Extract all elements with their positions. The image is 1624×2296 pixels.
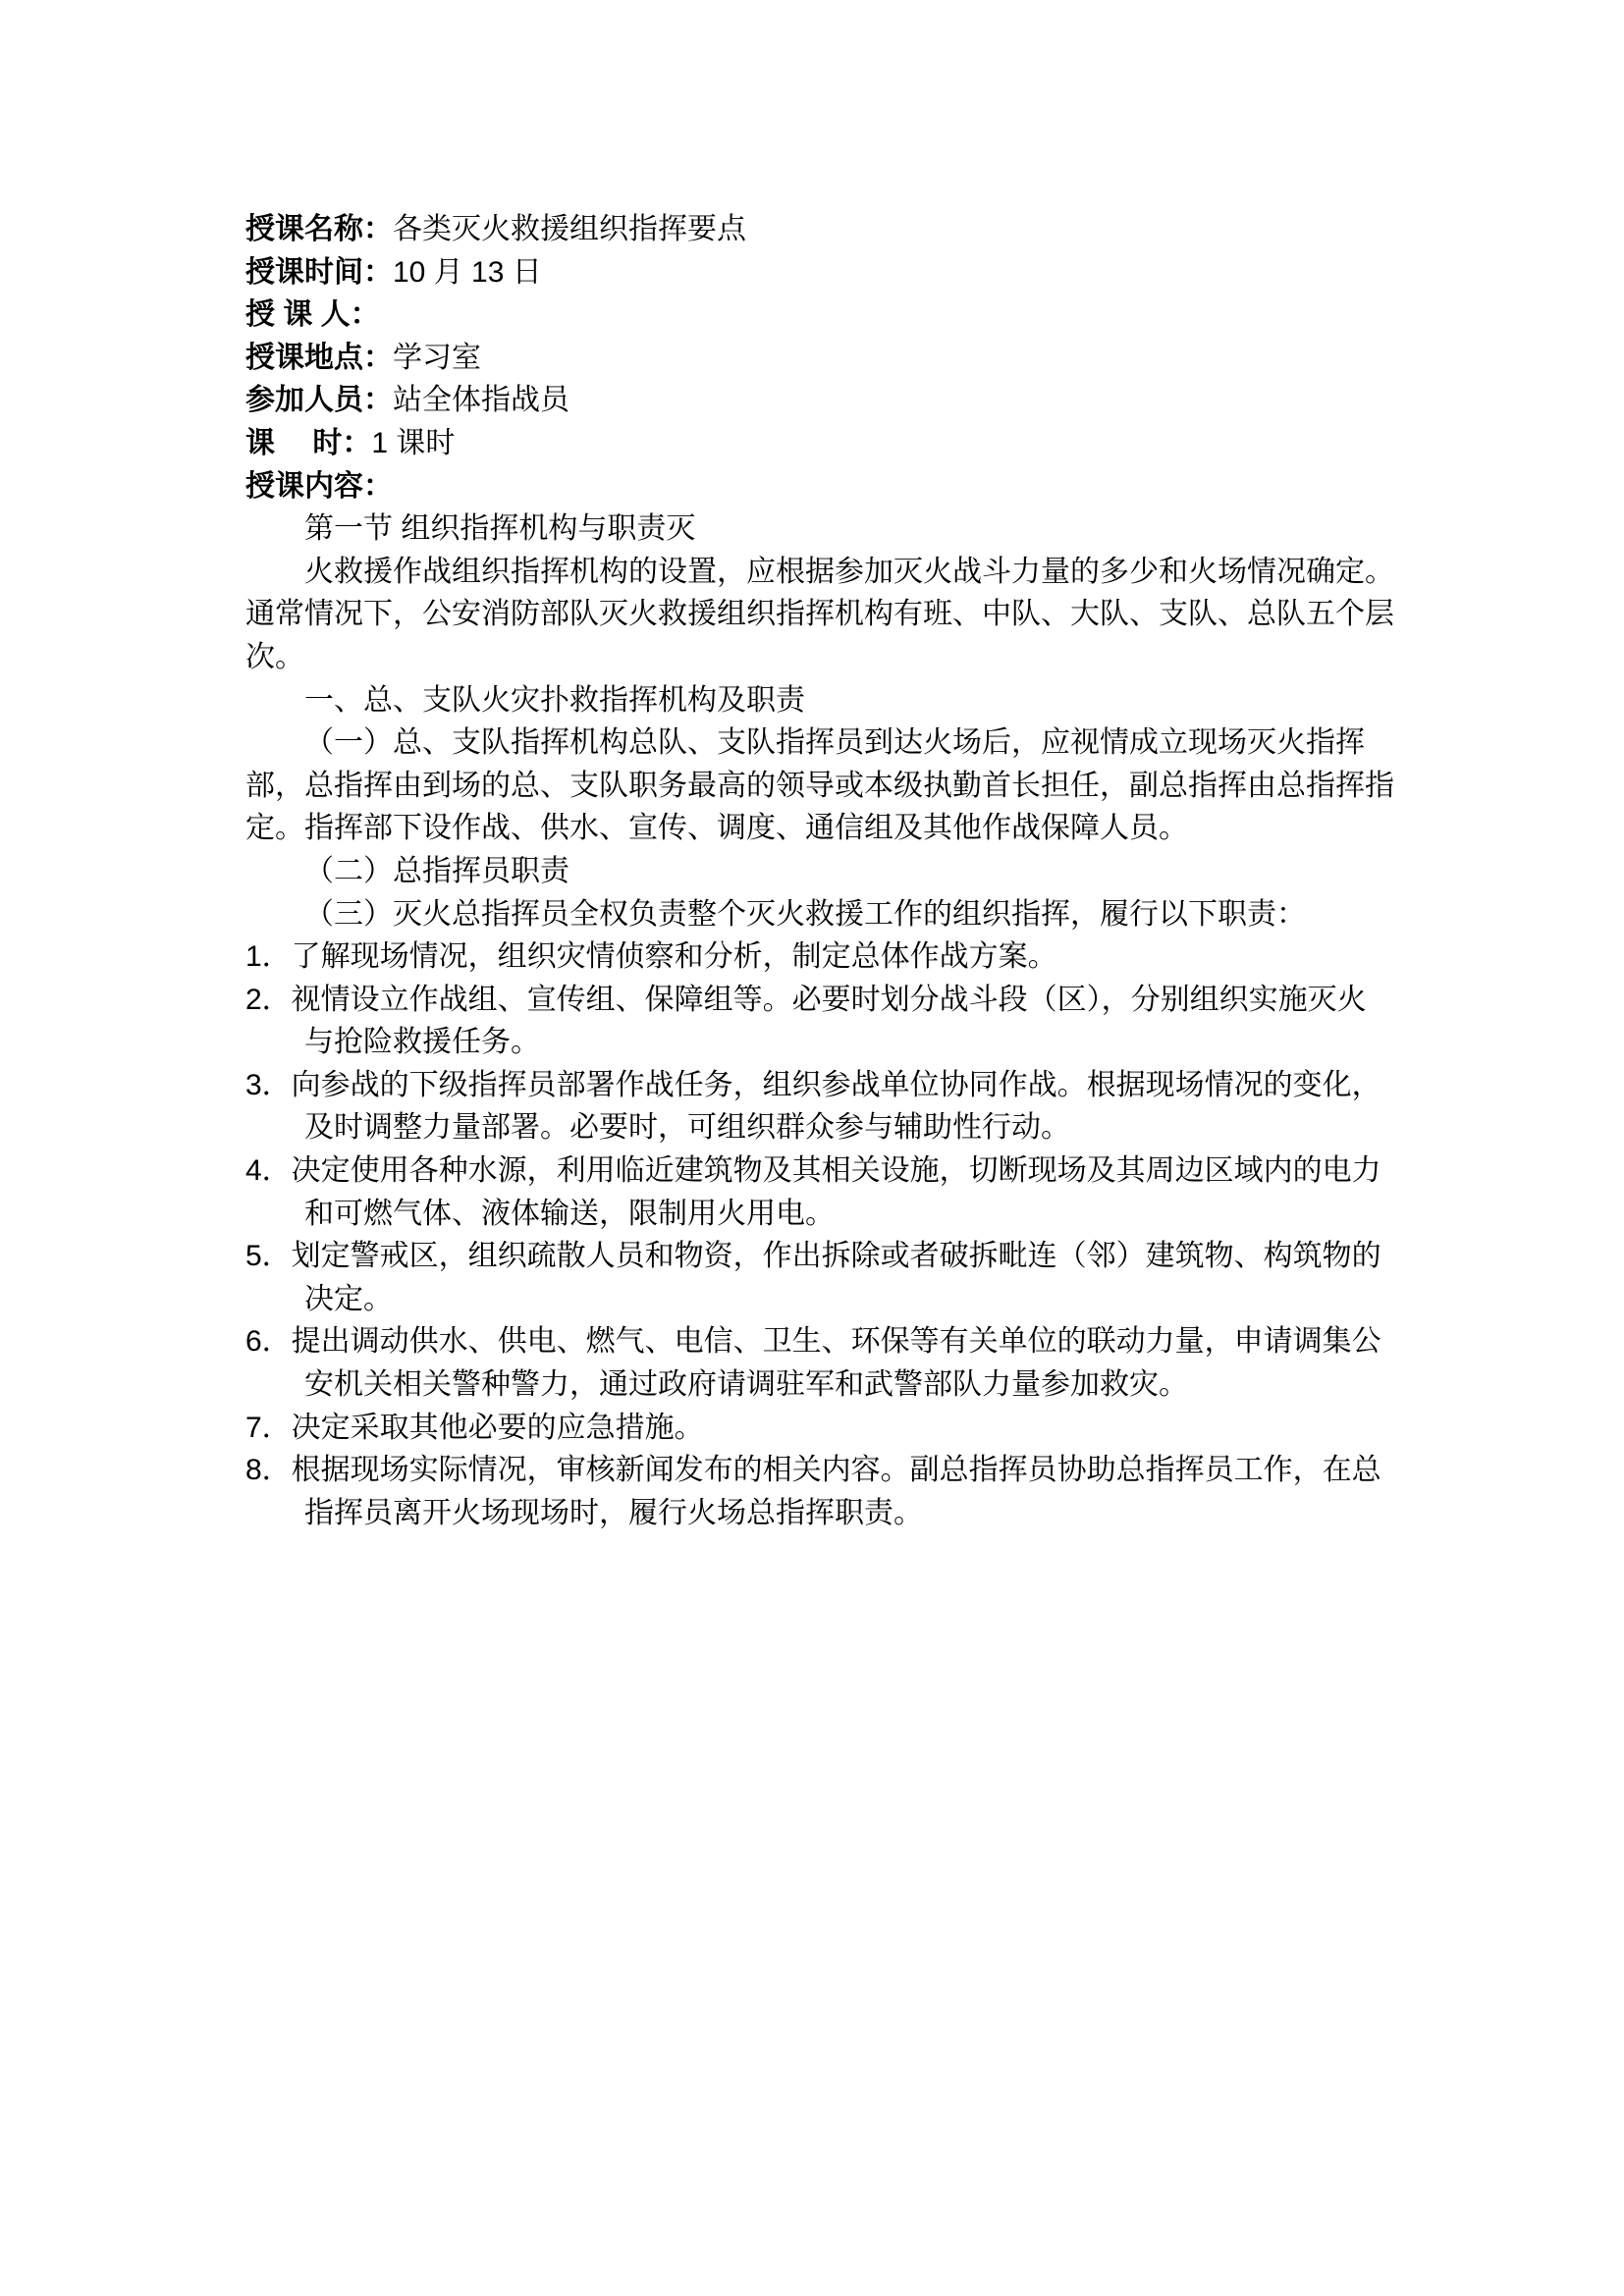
header-field-label: 课 时： [245,426,372,459]
header-field-label: 授 课 人： [245,298,380,332]
header-field-value: 1 课时 [371,426,456,459]
header-field-value: 学习室 [393,341,481,374]
body-line: （一）总、支队指挥机构总队、支队指挥员到达火场后，应视情成立现场灭火指挥 [304,726,1365,760]
numbered-item-continuation-line: 和可燃气体、液体输送，限制用火用电。 [304,1197,835,1230]
subsection-heading-line: （二）总指挥员职责 [304,854,569,887]
header-field-lesson-name [245,208,1384,251]
header-field-content-heading [245,465,1384,508]
section-title-line: 第一节 组织指挥机构与职责灭 [304,512,696,546]
numbered-item-line: 6．提出调动供水、供电、燃气、电信、卫生、环保等有关单位的联动力量，申请调集公 [245,1325,1381,1359]
header-field-class-hours [245,422,1384,465]
numbered-item-line: 8．根据现场实际情况，审核新闻发布的相关内容。副总指挥员协助总指挥员工作，在总 [245,1454,1381,1487]
header-field-location [245,337,1384,380]
numbered-item-continuation-line: 安机关相关警种警力，通过政府请调驻军和武警部队力量参加救灾。 [304,1368,1188,1402]
header-field-label: 授课时间： [245,255,393,289]
body-line: 部，总指挥由到场的总、支队职务最高的领导或本级执勤首长担任，副总指挥由总指挥指 [245,769,1394,802]
body-line: 火救援作战组织指挥机构的设置，应根据参加灭火战斗力量的多少和火场情况确定。 [304,555,1394,588]
header-field-value: 各类灭火救援组织指挥要点 [393,213,746,245]
numbered-item-continuation-line: 及时调整力量部署。必要时，可组织群众参与辅助性行动。 [304,1111,1070,1145]
header-field-value: 站全体指战员 [393,384,569,417]
header-field-participants [245,379,1384,422]
document-content [245,208,1394,1534]
numbered-item-line: 4．决定使用各种水源，利用临近建筑物及其相关设施，切断现场及其周边区域内的电力 [245,1154,1381,1188]
body-line: （三）灭火总指挥员全权负责整个灭火救援工作的组织指挥，履行以下职责： [304,897,1306,931]
header-field-label: 授课内容： [245,469,393,503]
numbered-item-line: 1．了解现场情况，组织灾情侦察和分析，制定总体作战方案。 [245,940,1057,974]
header-field-label: 授课地点： [245,341,393,374]
header-field-label: 授课名称： [245,213,393,245]
numbered-item-line: 2．视情设立作战组、宣传组、保障组等。必要时划分战斗段（区），分别组织实施灭火 [245,983,1367,1016]
numbered-item-continuation-line: 决定。 [304,1282,393,1315]
numbered-item-line: 3．向参战的下级指挥员部署作战任务，组织参战单位协同作战。根据现场情况的变化， [245,1068,1381,1101]
header-field-lesson-time [245,251,1384,294]
numbered-item-line: 7．决定采取其他必要的应急措施。 [245,1411,704,1444]
numbered-item-continuation-line: 指挥员离开火场现场时，履行火场总指挥职责。 [304,1496,923,1529]
header-field-label: 参加人员： [245,384,393,417]
body-line: 通常情况下，公安消防部队灭火救援组织指挥机构有班、中队、大队、支队、总队五个层 [245,598,1394,631]
body-line: 定。指挥部下设作战、供水、宣传、调度、通信组及其他作战保障人员。 [245,812,1188,845]
numbered-item-continuation-line: 与抢险救援任务。 [304,1026,540,1059]
numbered-item-line: 5．划定警戒区，组织疏散人员和物资，作出拆除或者破拆毗连（邻）建筑物、构筑物的 [245,1240,1381,1273]
subsection-heading-line: 一、总、支队火灾扑救指挥机构及职责 [304,683,805,717]
header-field-lecturer [245,294,1384,337]
body-line: 次。 [245,640,304,673]
header-field-value: 10 月 13 日 [393,255,542,289]
